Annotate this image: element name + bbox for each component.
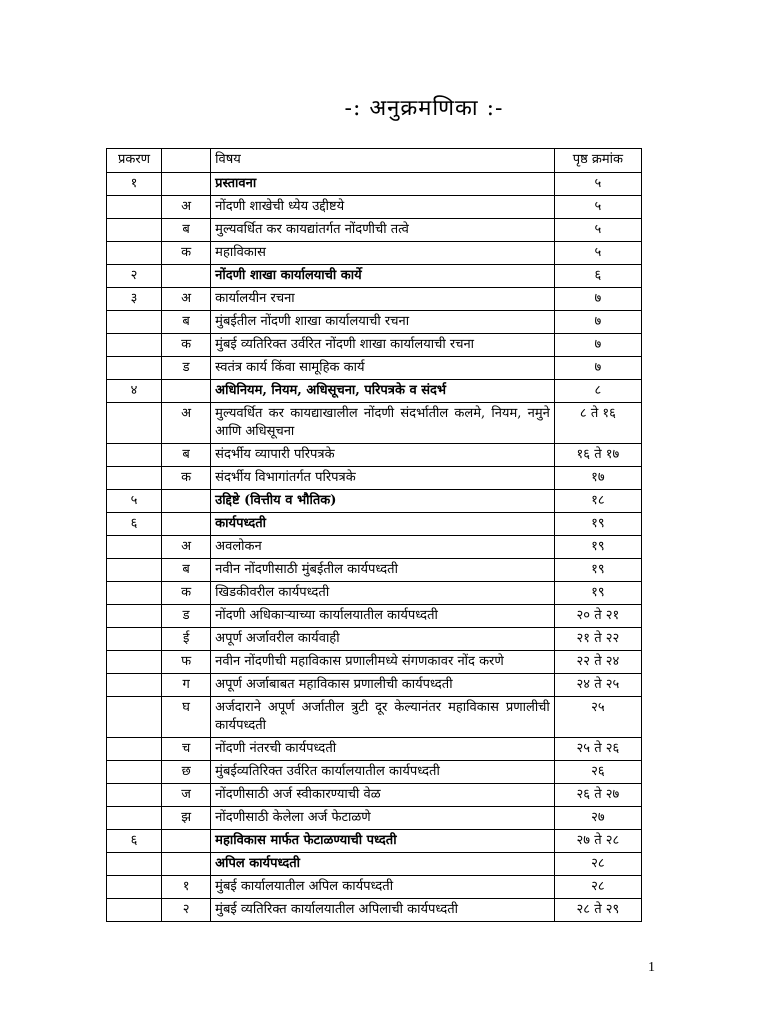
row-subject: स्वतंत्र कार्य किंवा सामूहिक कार्य	[211, 357, 555, 380]
row-page: २६ ते २७	[554, 784, 641, 807]
row-page: ७	[554, 311, 641, 334]
row-subject: महाविकास	[211, 242, 555, 265]
row-page: ७	[554, 357, 641, 380]
row-chapter	[107, 761, 162, 784]
row-subject: खिडकीवरील कार्यपध्दती	[211, 582, 555, 605]
row-sub: ई	[162, 628, 211, 651]
row-subject: मुंबई कार्यालयातील अपिल कार्यपध्दती	[211, 876, 555, 899]
row-sub: ब	[162, 559, 211, 582]
row-chapter	[107, 582, 162, 605]
row-subject: मुंबई व्यतिरिक्त उर्वरित नोंदणी शाखा कार्यालयाची रचना	[211, 334, 555, 357]
row-chapter	[107, 784, 162, 807]
row-subject: नोंदणी शाखा कार्यालयाची कार्ये	[211, 265, 555, 288]
row-chapter	[107, 559, 162, 582]
table-row	[107, 311, 642, 334]
row-subject: मुंबईतील नोंदणी शाखा कार्यालयाची रचना	[211, 311, 555, 334]
table-row	[107, 536, 642, 559]
row-page: २१ ते २२	[554, 628, 641, 651]
row-sub: ब	[162, 444, 211, 467]
row-sub: अ	[162, 288, 211, 311]
row-subject: संदर्भीय व्यापारी परिपत्रके	[211, 444, 555, 467]
toc-table	[106, 148, 642, 922]
row-subject: अवलोकन	[211, 536, 555, 559]
row-page: २८	[554, 853, 641, 876]
table-row	[107, 380, 642, 403]
row-page: ५	[554, 219, 641, 242]
table-row	[107, 490, 642, 513]
row-sub: २	[162, 899, 211, 922]
row-chapter: ५	[107, 490, 162, 513]
table-row	[107, 513, 642, 536]
toc-body	[107, 173, 642, 922]
table-row	[107, 674, 642, 697]
row-subject: अर्जदाराने अपूर्ण अर्जातील त्रुटी दूर केल्यानंतर महाविकास प्रणालीची कार्यपध्दती	[211, 697, 555, 738]
row-page: २५ ते २६	[554, 738, 641, 761]
row-page: २७ ते २८	[554, 830, 641, 853]
row-sub: झ	[162, 807, 211, 830]
row-sub	[162, 830, 211, 853]
row-subject: अधिनियम, नियम, अधिसूचना, परिपत्रके व संदर्भ	[211, 380, 555, 403]
row-chapter	[107, 899, 162, 922]
table-row	[107, 173, 642, 196]
row-subject: उद्दिष्टे (वित्तीय व भौतिक)	[211, 490, 555, 513]
row-chapter	[107, 853, 162, 876]
row-subject: नोंदणी शाखेची ध्येय उद्दीष्टये	[211, 196, 555, 219]
row-chapter: ४	[107, 380, 162, 403]
row-sub: अ	[162, 536, 211, 559]
row-chapter	[107, 628, 162, 651]
row-chapter	[107, 697, 162, 738]
row-chapter	[107, 536, 162, 559]
table-row	[107, 467, 642, 490]
row-subject: प्रस्तावना	[211, 173, 555, 196]
row-sub	[162, 380, 211, 403]
row-chapter	[107, 876, 162, 899]
row-page: २० ते २१	[554, 605, 641, 628]
row-page: १७	[554, 467, 641, 490]
row-sub: क	[162, 467, 211, 490]
row-chapter	[107, 674, 162, 697]
row-page: २८ ते २९	[554, 899, 641, 922]
row-sub: छ	[162, 761, 211, 784]
row-page: १९	[554, 536, 641, 559]
row-subject: नोंदणीसाठी अर्ज स्वीकारण्याची वेळ	[211, 784, 555, 807]
row-chapter	[107, 357, 162, 380]
header-chapter: प्रकरण	[107, 149, 162, 173]
row-chapter: २	[107, 265, 162, 288]
row-page: २२ ते २४	[554, 651, 641, 674]
row-page: १८	[554, 490, 641, 513]
row-chapter	[107, 444, 162, 467]
table-row	[107, 807, 642, 830]
row-sub: ड	[162, 605, 211, 628]
row-subject: संदर्भीय विभागांतर्गत परिपत्रके	[211, 467, 555, 490]
row-chapter: ६	[107, 830, 162, 853]
row-page: ५	[554, 173, 641, 196]
row-chapter: ३	[107, 288, 162, 311]
table-row	[107, 628, 642, 651]
row-page: ७	[554, 334, 641, 357]
table-row	[107, 196, 642, 219]
table-row	[107, 265, 642, 288]
table-row	[107, 582, 642, 605]
row-page: २६	[554, 761, 641, 784]
row-sub: अ	[162, 196, 211, 219]
row-sub: च	[162, 738, 211, 761]
row-chapter	[107, 605, 162, 628]
table-row	[107, 403, 642, 444]
row-sub: ज	[162, 784, 211, 807]
table-row	[107, 242, 642, 265]
row-subject: नोंदणी अधिकाऱ्याच्या कार्यालयातील कार्यपध्दती	[211, 605, 555, 628]
table-row	[107, 334, 642, 357]
row-subject: अपूर्ण अर्जावरील कार्यवाही	[211, 628, 555, 651]
row-subject: कार्यपध्दती	[211, 513, 555, 536]
table-row	[107, 876, 642, 899]
table-row	[107, 444, 642, 467]
row-page: २५	[554, 697, 641, 738]
header-page: पृष्ठ क्रमांक	[554, 149, 641, 173]
table-row	[107, 357, 642, 380]
row-chapter	[107, 334, 162, 357]
row-chapter	[107, 651, 162, 674]
row-page: २४ ते २५	[554, 674, 641, 697]
table-row	[107, 288, 642, 311]
row-page: १९	[554, 582, 641, 605]
table-row	[107, 899, 642, 922]
row-subject: मुल्यवर्धित कर कायद्याखालील नोंदणी संदर्भातील कलमे, नियम, नमुने आणि अधिसूचना	[211, 403, 555, 444]
row-page: ८ ते १६	[554, 403, 641, 444]
row-chapter	[107, 467, 162, 490]
row-subject: नोंदणीसाठी केलेला अर्ज फेटाळणे	[211, 807, 555, 830]
row-chapter	[107, 311, 162, 334]
row-sub	[162, 490, 211, 513]
table-header-row	[107, 149, 642, 173]
row-subject: मुंबई व्यतिरिक्त कार्यालयातील अपिलाची कार्यपध्दती	[211, 899, 555, 922]
page-title: -: अनुक्रमणिका :-	[344, 96, 504, 121]
table-row	[107, 219, 642, 242]
table-row	[107, 830, 642, 853]
row-page: १६ ते १७	[554, 444, 641, 467]
row-sub: ड	[162, 357, 211, 380]
table-row	[107, 697, 642, 738]
row-subject: अपूर्ण अर्जाबाबत महाविकास प्रणालीची कार्यपध्दती	[211, 674, 555, 697]
row-subject: कार्यालयीन रचना	[211, 288, 555, 311]
table-row	[107, 651, 642, 674]
page-number: 1	[648, 960, 655, 975]
row-page: ५	[554, 242, 641, 265]
row-sub: ब	[162, 219, 211, 242]
row-sub: क	[162, 334, 211, 357]
row-page: ५	[554, 196, 641, 219]
row-subject: मुंबईव्यतिरिक्त उर्वरित कार्यालयातील कार्यपध्दती	[211, 761, 555, 784]
row-page: १९	[554, 559, 641, 582]
row-chapter: १	[107, 173, 162, 196]
row-sub: ब	[162, 311, 211, 334]
header-subject: विषय	[211, 149, 555, 173]
table-row	[107, 738, 642, 761]
row-sub: घ	[162, 697, 211, 738]
header-sub	[162, 149, 211, 173]
row-page: ६	[554, 265, 641, 288]
table-row	[107, 559, 642, 582]
table-row	[107, 761, 642, 784]
row-chapter	[107, 807, 162, 830]
row-chapter	[107, 738, 162, 761]
row-page: ७	[554, 288, 641, 311]
row-chapter	[107, 196, 162, 219]
row-sub: क	[162, 582, 211, 605]
row-page: १९	[554, 513, 641, 536]
row-chapter	[107, 242, 162, 265]
row-sub	[162, 265, 211, 288]
row-page: २७	[554, 807, 641, 830]
table-row	[107, 784, 642, 807]
row-sub	[162, 853, 211, 876]
row-sub: ग	[162, 674, 211, 697]
row-sub: अ	[162, 403, 211, 444]
row-subject: मुल्यवर्धित कर कायद्यांतर्गत नोंदणीची तत्वे	[211, 219, 555, 242]
row-subject: अपिल कार्यपध्दती	[211, 853, 555, 876]
row-chapter: ६	[107, 513, 162, 536]
row-sub: १	[162, 876, 211, 899]
row-subject: नवीन नोंदणीची महाविकास प्रणालीमध्ये संगणकावर नोंद करणे	[211, 651, 555, 674]
row-sub	[162, 513, 211, 536]
row-chapter	[107, 219, 162, 242]
table-row	[107, 853, 642, 876]
row-page: ८	[554, 380, 641, 403]
row-sub	[162, 173, 211, 196]
row-page: २८	[554, 876, 641, 899]
row-subject: नवीन नोंदणीसाठी मुंबईतील कार्यपध्दती	[211, 559, 555, 582]
row-subject: नोंदणी नंतरची कार्यपध्दती	[211, 738, 555, 761]
row-chapter	[107, 403, 162, 444]
row-sub: क	[162, 242, 211, 265]
row-sub: फ	[162, 651, 211, 674]
table-row	[107, 605, 642, 628]
row-subject: महाविकास मार्फत फेटाळण्याची पध्दती	[211, 830, 555, 853]
